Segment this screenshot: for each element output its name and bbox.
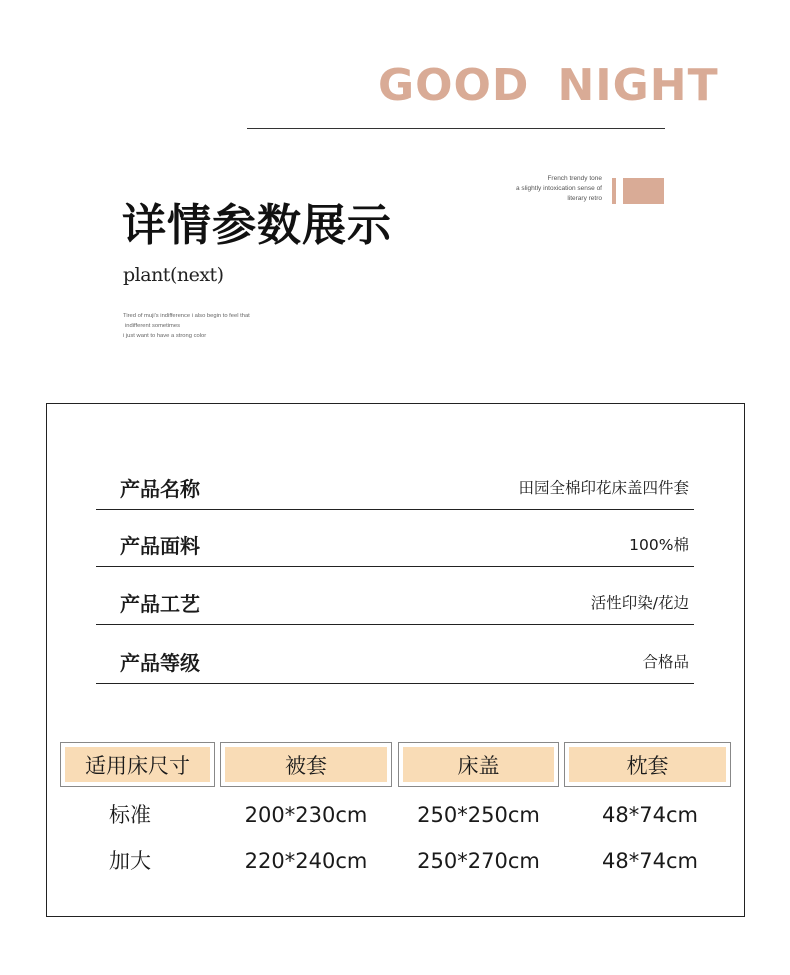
size-cell: 200*230cm	[244, 803, 368, 827]
size-cell: 250*250cm	[417, 803, 540, 827]
size-header-label: 适用床尺寸	[65, 747, 210, 782]
tagline-block	[470, 174, 602, 204]
spec-row-grade	[96, 643, 694, 684]
size-header-label: 枕套	[569, 747, 726, 782]
size-cell: 48*74cm	[602, 849, 698, 873]
brand-word-night: NIGHT	[557, 60, 719, 111]
page-title: 详情参数展示	[122, 200, 392, 251]
size-cell: 250*270cm	[417, 849, 540, 873]
size-cell: 48*74cm	[602, 803, 698, 827]
spec-row-fabric	[96, 526, 694, 567]
note-line: indifferent sometimes	[125, 323, 180, 329]
size-header-duvet	[220, 742, 392, 787]
spec-value: 100%棉	[629, 536, 689, 554]
accent-bar-thin	[612, 178, 616, 204]
size-cell: 加大	[109, 849, 151, 873]
brand-heading	[378, 58, 719, 114]
accent-bar-wide	[623, 178, 664, 204]
page-subtitle: plant(next)	[123, 264, 224, 286]
spec-label: 产品名称	[120, 477, 200, 501]
note-line: i just want to have a strong color	[123, 333, 207, 339]
size-cell: 220*240cm	[244, 849, 368, 873]
note-line: Tired of muji's indifference i also begin to feel that	[123, 313, 250, 319]
size-header-pillowcase	[564, 742, 731, 787]
spec-row-name	[96, 469, 694, 510]
size-header-label: 被套	[225, 747, 387, 782]
size-cell: 标准	[109, 803, 151, 827]
spec-label: 产品工艺	[120, 592, 200, 616]
header-divider	[247, 128, 665, 129]
spec-value: 合格品	[642, 653, 689, 671]
tagline-line: literary retro	[567, 195, 602, 202]
small-note	[123, 311, 323, 341]
size-header-label: 床盖	[403, 747, 554, 782]
tagline-line: a slightly intoxication sense of	[516, 185, 602, 192]
spec-value: 活性印染/花边	[590, 594, 689, 612]
spec-value: 田园全棉印花床盖四件套	[518, 479, 689, 497]
spec-label: 产品面料	[120, 534, 200, 558]
brand-word-good: GOOD	[378, 60, 530, 111]
spec-row-craft	[96, 584, 694, 625]
size-header-bed	[60, 742, 215, 787]
tagline-line: French trendy tone	[547, 175, 602, 182]
spec-label: 产品等级	[120, 651, 200, 675]
size-header-bedspread	[398, 742, 559, 787]
